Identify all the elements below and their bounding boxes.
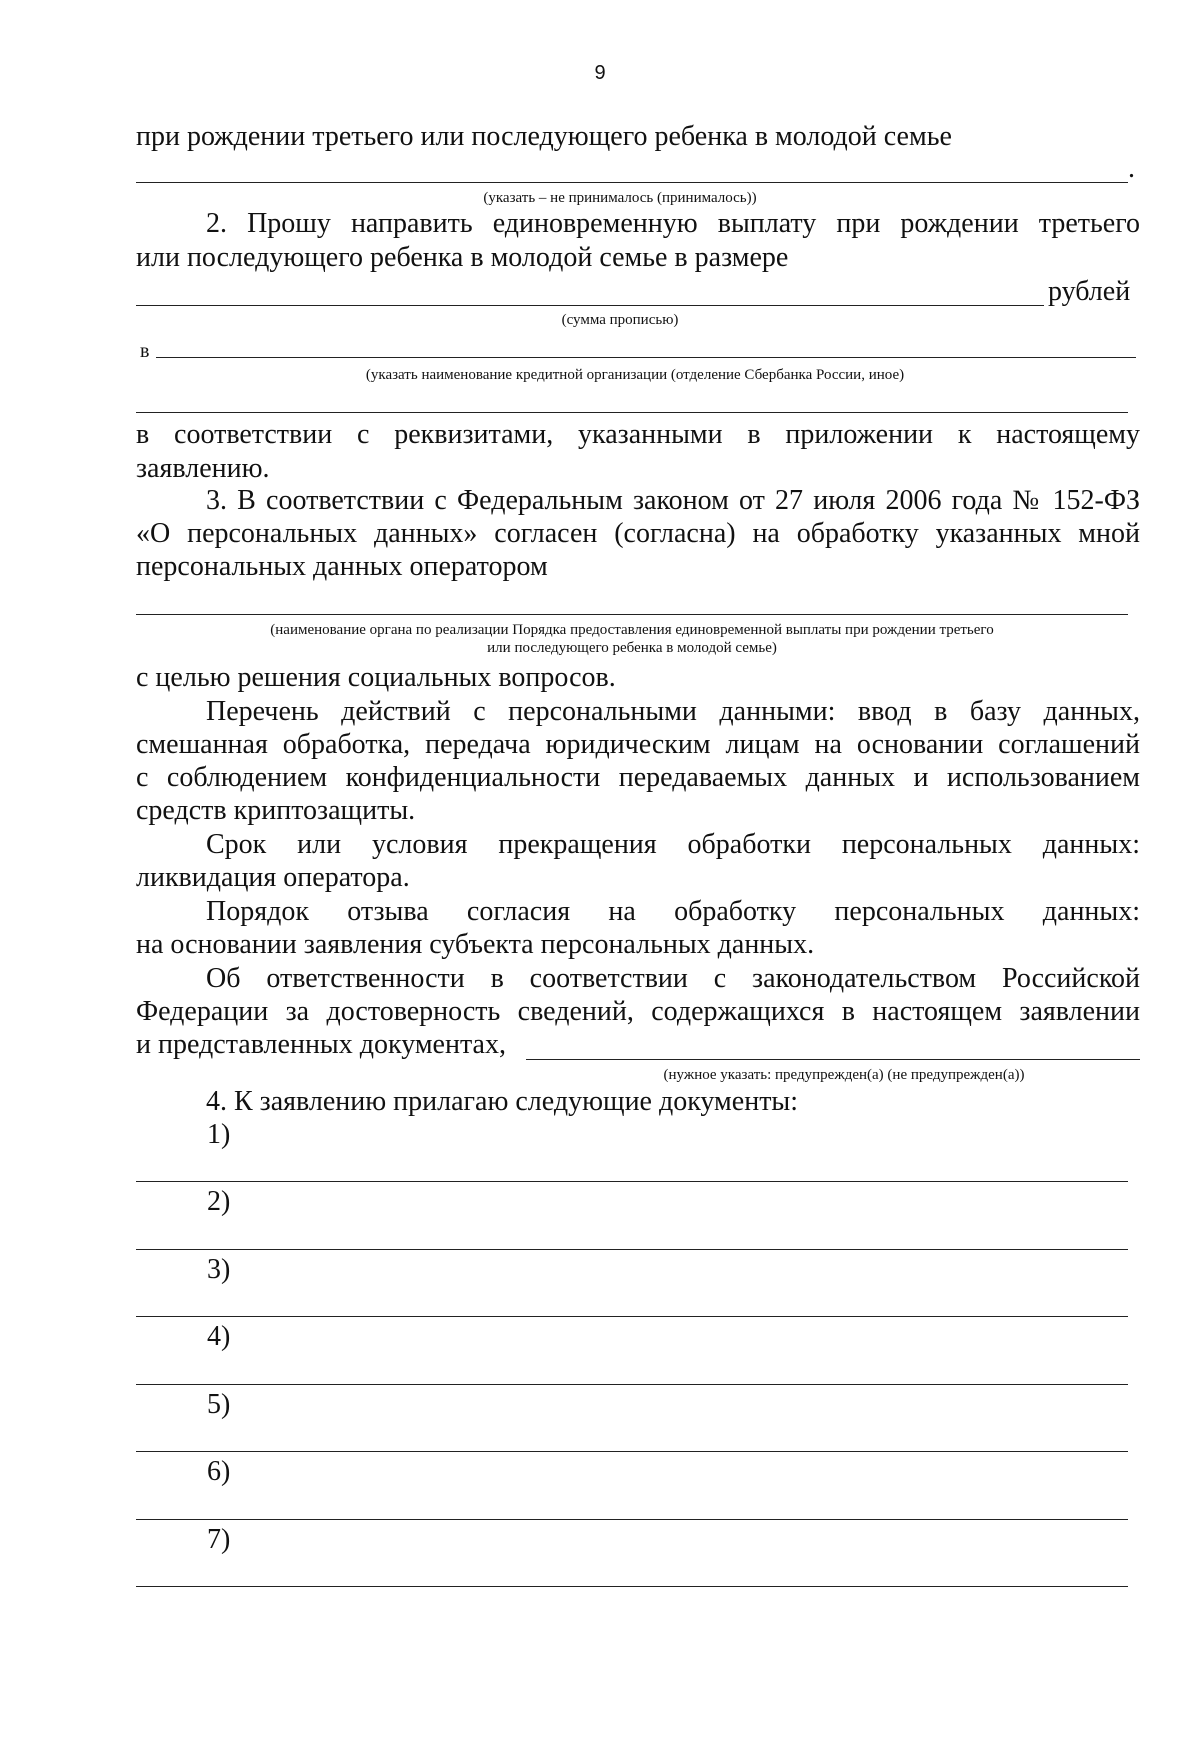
field-sum-underline[interactable] bbox=[136, 305, 1044, 306]
text-term-line2: ликвидация оператора. bbox=[136, 862, 410, 893]
caption-sum: (сумма прописью) bbox=[561, 312, 679, 328]
label-v: в bbox=[140, 340, 150, 362]
label-rubles: рублей bbox=[1048, 276, 1131, 307]
caption-operator-2: или последующего ребенка в молодой семье) bbox=[487, 640, 777, 656]
caption-accepted: (указать – не принималось (принималось)) bbox=[483, 190, 757, 206]
text-resp-line2: Федерации за достоверность сведений, содержащихся в настоящем заявлении bbox=[136, 996, 1140, 1027]
document-field-underline[interactable] bbox=[136, 1181, 1128, 1182]
caption-warned: (нужное указать: предупрежден(а) (не предупрежден(а)) bbox=[663, 1067, 1025, 1083]
document-number: 4) bbox=[207, 1321, 231, 1352]
page-number: 9 bbox=[594, 62, 606, 84]
document-field-underline[interactable] bbox=[136, 1519, 1128, 1520]
document-number: 7) bbox=[207, 1524, 231, 1555]
text-req-line1: в соответствии с реквизитами, указанными в приложении к настоящему bbox=[136, 419, 1140, 450]
text-revoke-line1: Порядок отзыва согласия на обработку персональных данных: bbox=[206, 896, 1140, 927]
field-accepted-underline[interactable] bbox=[136, 182, 1128, 183]
document-number: 6) bbox=[207, 1456, 231, 1487]
field-bank-underline-2[interactable] bbox=[136, 412, 1128, 413]
text-req-line2: заявлению. bbox=[136, 453, 270, 484]
text-actions-line1: Перечень действий с персональными данными: ввод в базу данных, bbox=[206, 696, 1140, 727]
document-number: 3) bbox=[207, 1254, 231, 1285]
text-p3-line3: персональных данных оператором bbox=[136, 551, 548, 582]
document-field-underline[interactable] bbox=[136, 1316, 1128, 1317]
document-number: 2) bbox=[207, 1186, 231, 1217]
text-term-line1: Срок или условия прекращения обработки персональных данных: bbox=[206, 829, 1140, 860]
text-p2-line1: 2. Прошу направить единовременную выплату при рождении третьего bbox=[206, 208, 1140, 239]
text-resp-line1: Об ответственности в соответствии с законодательством Российской bbox=[206, 963, 1140, 994]
document-field-underline[interactable] bbox=[136, 1249, 1128, 1250]
text-resp-line3: и представленных документах, bbox=[136, 1029, 506, 1060]
text-actions-line3: с соблюдением конфиденциальности передаваемых данных и использованием bbox=[136, 762, 1140, 793]
document-number: 1) bbox=[207, 1119, 231, 1150]
caption-bank: (указать наименование кредитной организации (отделение Сбербанка России, иное) bbox=[365, 367, 905, 383]
field-operator-underline[interactable] bbox=[136, 614, 1128, 615]
field-bank-underline[interactable] bbox=[156, 357, 1136, 358]
document-field-underline[interactable] bbox=[136, 1586, 1128, 1587]
text-purpose: с целью решения социальных вопросов. bbox=[136, 662, 616, 693]
text-actions-line2: смешанная обработка, передача юридическим лицам на основании соглашений bbox=[136, 729, 1140, 760]
text-p3-line2: «О персональных данных» согласен (согласна) на обработку указанных мной bbox=[136, 518, 1140, 549]
punct-period: . bbox=[1128, 153, 1135, 184]
document-field-underline[interactable] bbox=[136, 1451, 1128, 1452]
document-field-underline[interactable] bbox=[136, 1384, 1128, 1385]
text-p3-line1: 3. В соответствии с Федеральным законом от 27 июля 2006 года № 152-ФЗ bbox=[206, 485, 1140, 516]
text-actions-line4: средств криптозащиты. bbox=[136, 795, 416, 826]
text-p2-line2: или последующего ребенка в молодой семье в размере bbox=[136, 242, 789, 273]
text-p4-heading: 4. К заявлению прилагаю следующие документы: bbox=[206, 1086, 799, 1117]
document-number: 5) bbox=[207, 1389, 231, 1420]
caption-operator-1: (наименование органа по реализации Порядка предоставления единовременной выплаты при рождении третьего bbox=[270, 622, 994, 638]
text-revoke-line2: на основании заявления субъекта персональных данных. bbox=[136, 929, 815, 960]
text-birth-line: при рождении третьего или последующего ребенка в молодой семье bbox=[136, 121, 952, 152]
field-warned-underline[interactable] bbox=[526, 1059, 1140, 1060]
